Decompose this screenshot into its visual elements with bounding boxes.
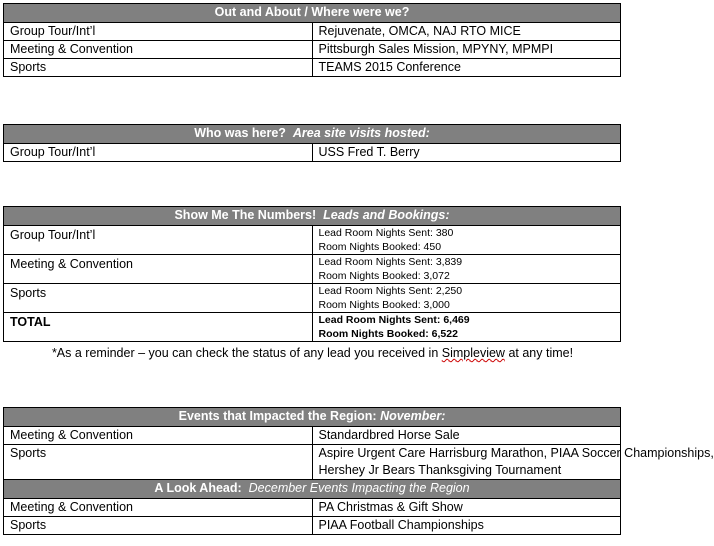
table-row: [4, 23, 621, 41]
table-row: [4, 59, 621, 77]
row-detail: [312, 226, 621, 255]
header-italic: Leads and Bookings:: [323, 208, 450, 222]
numbers-header: [4, 207, 621, 226]
table-row: [4, 284, 621, 313]
row-category: Sports: [4, 284, 313, 313]
table-row: [4, 499, 621, 517]
booked-nights: Room Nights Booked: 3,072: [318, 270, 450, 282]
row-category: Sports: [4, 59, 313, 77]
row-detail: Standardbred Horse Sale: [312, 427, 621, 445]
simpleview-word: Simpleview: [441, 346, 505, 360]
table-row: [4, 427, 621, 445]
table-row: [4, 445, 621, 480]
row-detail: [312, 284, 621, 313]
row-category: Group Tour/Int’l: [4, 23, 313, 41]
table-row: [4, 144, 621, 162]
row-detail: PIAA Football Championships: [312, 517, 621, 535]
header-main: Who was here?: [194, 126, 286, 140]
row-category: Sports: [4, 445, 313, 480]
booked-nights: Room Nights Booked: 6,522: [318, 328, 458, 340]
row-detail: TEAMS 2015 Conference: [312, 59, 621, 77]
out-about-table: [3, 3, 621, 77]
table-row: [4, 226, 621, 255]
header-main: A Look Ahead:: [154, 481, 242, 495]
row-detail: [312, 445, 714, 480]
row-detail: Pittsburgh Sales Mission, MPYNY, MPMPI: [312, 41, 621, 59]
reminder-note: [0, 345, 625, 361]
row-detail: Rejuvenate, OMCA, NAJ RTO MICE: [312, 23, 621, 41]
row-category: Meeting & Convention: [4, 427, 313, 445]
header-italic: December Events Impacting the Region: [248, 481, 470, 495]
row-detail: [312, 255, 621, 284]
header-italic: November:: [380, 409, 446, 423]
detail-line: Hershey Jr Bears Thanksgiving Tournament: [318, 463, 562, 477]
out-about-header: Out and About / Where were we?: [4, 4, 621, 23]
row-detail: USS Fred T. Berry: [312, 144, 621, 162]
row-category: Meeting & Convention: [4, 41, 313, 59]
look-ahead-header: [4, 480, 621, 499]
table-row-total: [4, 313, 621, 342]
table-row: [4, 41, 621, 59]
header-italic: Area site visits hosted:: [292, 126, 430, 140]
row-category: Group Tour/Int’l: [4, 144, 313, 162]
note-text-end: at any time!: [504, 346, 574, 360]
header-main: Events that Impacted the Region:: [178, 409, 377, 423]
who-here-table: [3, 124, 621, 162]
lead-nights: Lead Room Nights Sent: 2,250: [318, 285, 463, 297]
row-detail: [312, 313, 621, 342]
who-here-header: [4, 125, 621, 144]
table-row: [4, 255, 621, 284]
booked-nights: Room Nights Booked: 450: [318, 241, 442, 253]
row-category: Meeting & Convention: [4, 499, 313, 517]
lead-nights: Lead Room Nights Sent: 380: [318, 227, 454, 239]
events-table: [3, 407, 714, 535]
numbers-table: [3, 206, 621, 342]
note-text: *As a reminder – you can check the status of any lead you received in: [51, 346, 442, 360]
lead-nights: Lead Room Nights Sent: 3,839: [318, 256, 463, 268]
events-header: [4, 408, 621, 427]
lead-nights: Lead Room Nights Sent: 6,469: [318, 314, 470, 326]
row-category: Meeting & Convention: [4, 255, 313, 284]
detail-line: Aspire Urgent Care Harrisburg Marathon, PIAA Soccer Championships,: [318, 446, 714, 460]
row-category: Group Tour/Int’l: [4, 226, 313, 255]
row-detail: PA Christmas & Gift Show: [312, 499, 621, 517]
booked-nights: Room Nights Booked: 3,000: [318, 299, 450, 311]
header-main: Show Me The Numbers!: [174, 208, 317, 222]
table-row: [4, 517, 621, 535]
row-category: Sports: [4, 517, 313, 535]
row-category: TOTAL: [4, 313, 313, 342]
